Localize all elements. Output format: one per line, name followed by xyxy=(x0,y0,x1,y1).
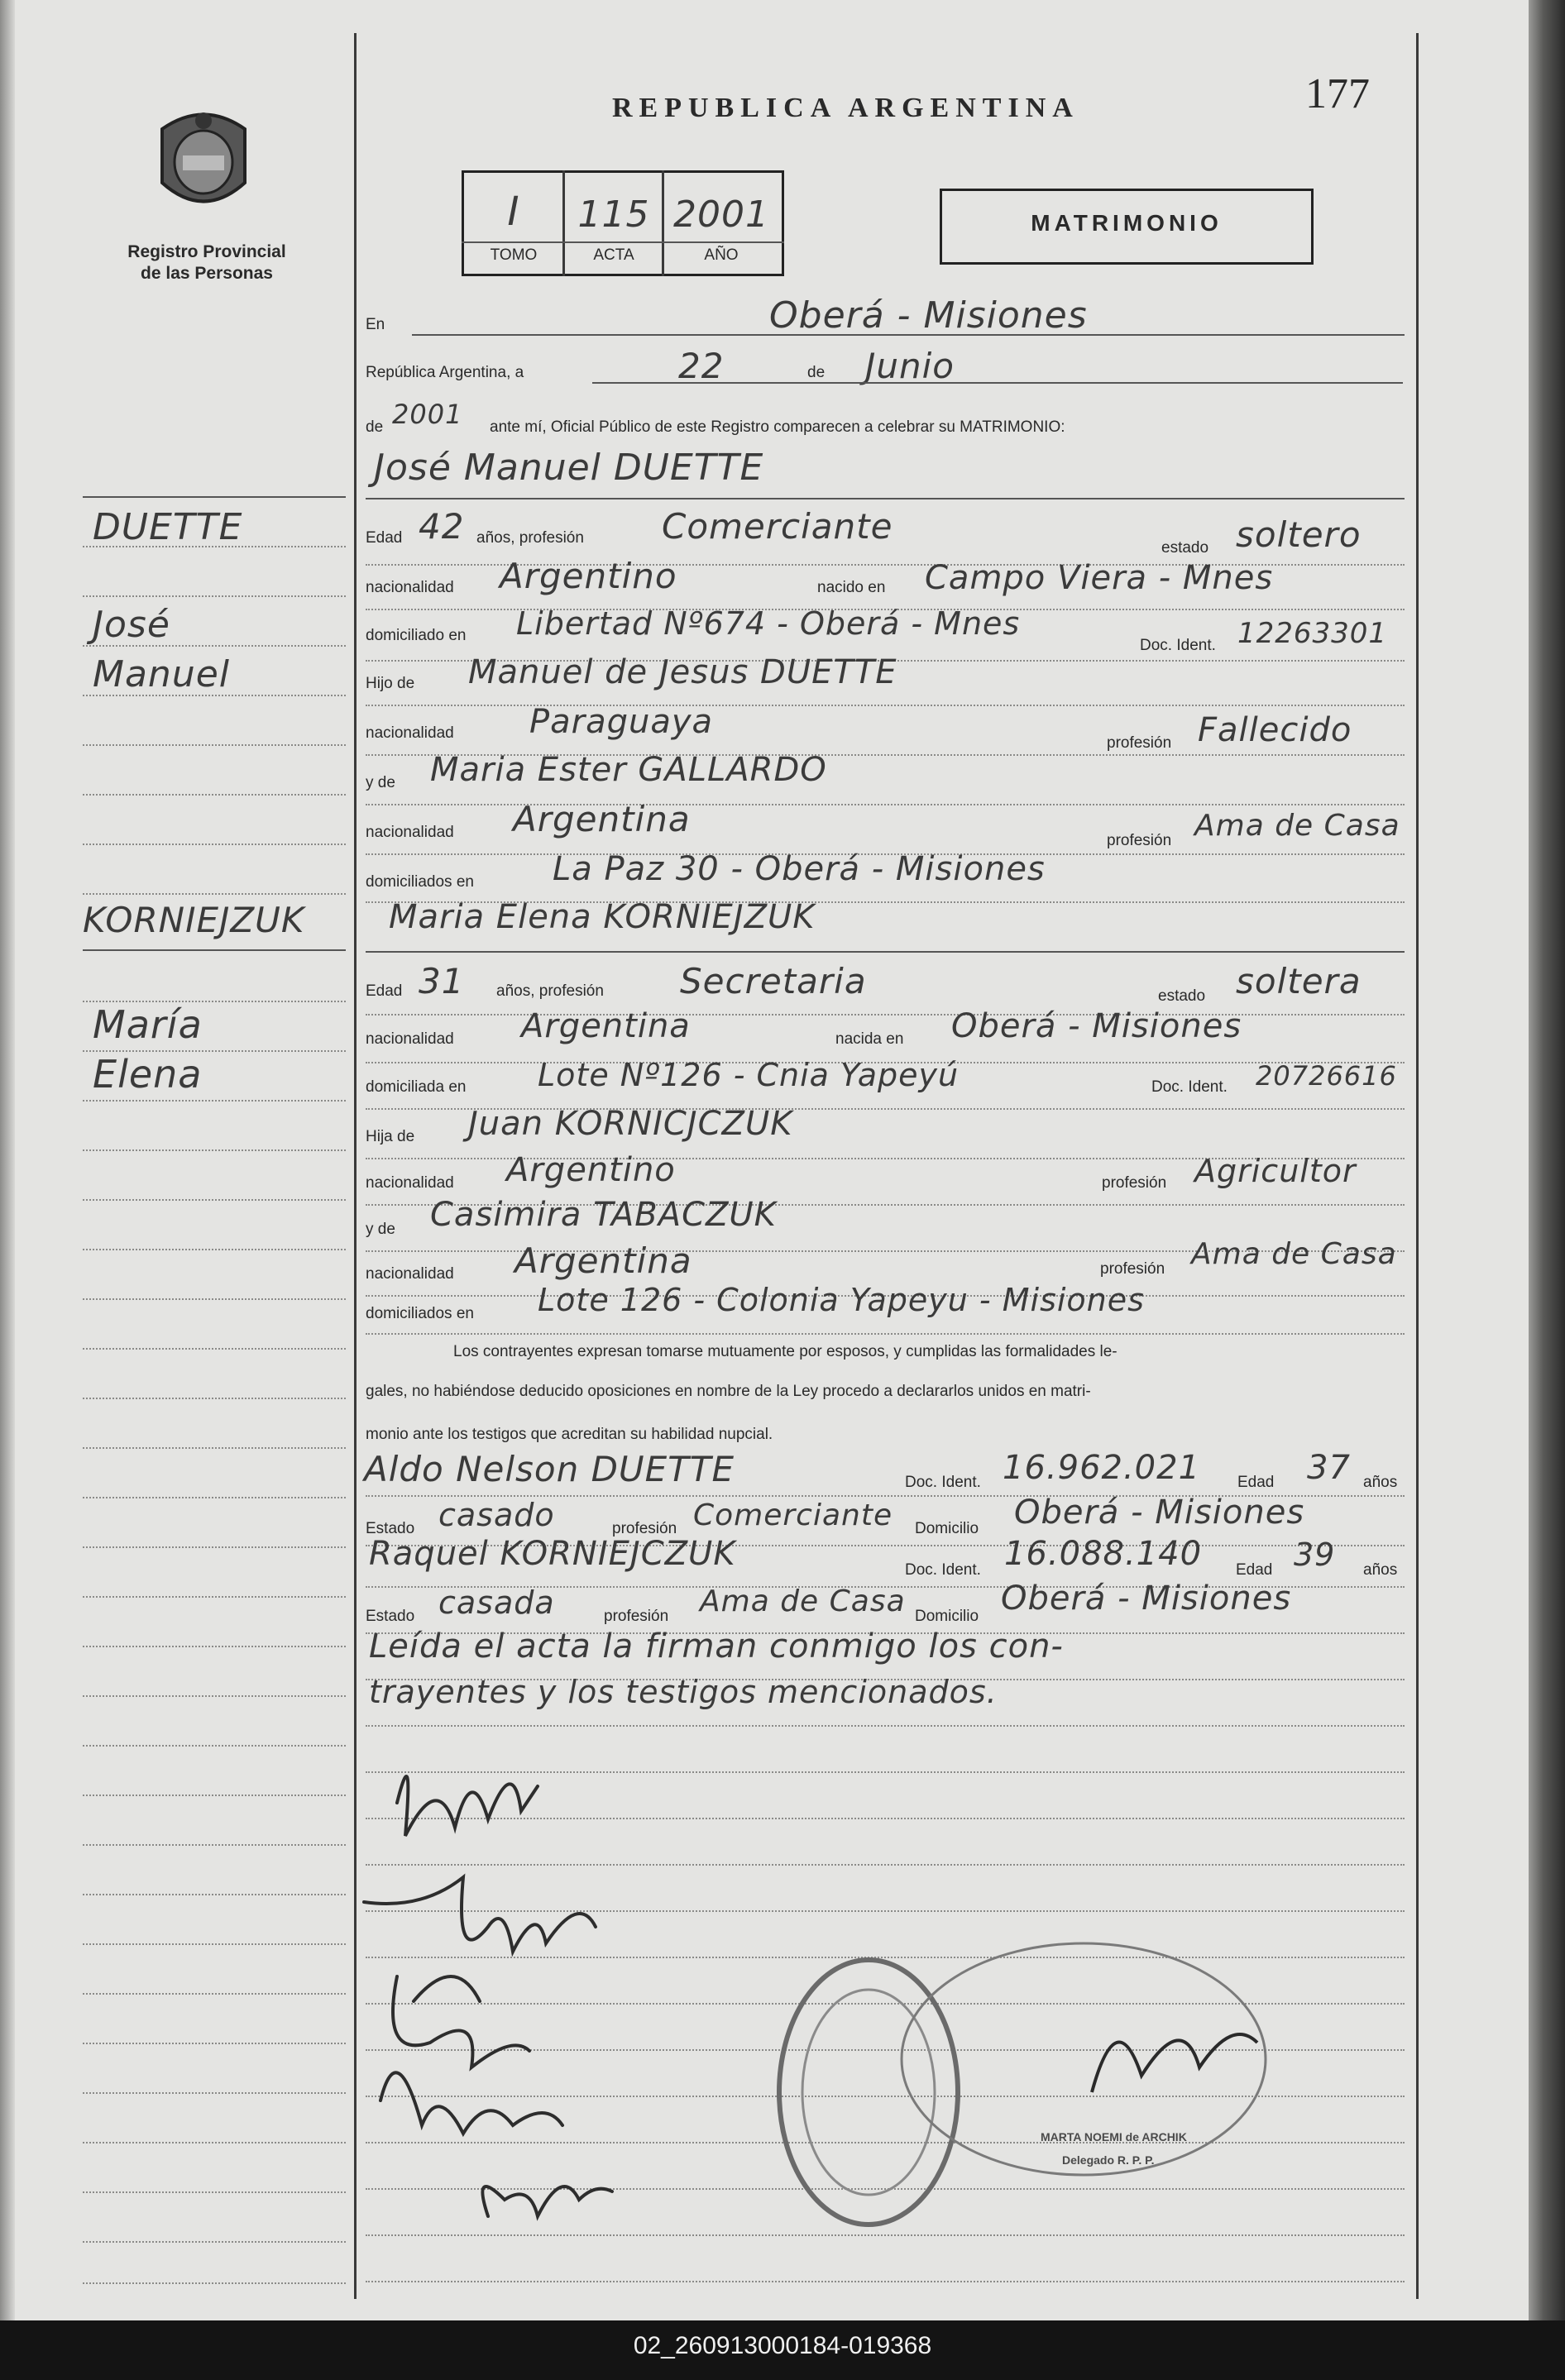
witness1-doc: 16.962.021 xyxy=(1003,1449,1201,1487)
en-label: En xyxy=(366,316,385,333)
bride-mother-nac-label: nacionalidad xyxy=(366,1265,454,1283)
groom-father-nationality: Paraguaya xyxy=(529,703,714,741)
bride-hija-label: Hija de xyxy=(366,1128,415,1145)
groom-nacionalidad-label: nacionalidad xyxy=(366,579,454,596)
groom-domiciliado-label: domiciliado en xyxy=(366,627,467,644)
bride-age: 31 xyxy=(419,961,465,1001)
day-value: 22 xyxy=(678,346,725,386)
intro-statement: ante mí, Oficial Público de este Registro comparecen a celebrar su MATRIMONIO: xyxy=(490,418,1065,436)
bride-father-profession: Agricultor xyxy=(1194,1153,1357,1189)
registry-line2: de las Personas xyxy=(141,264,273,283)
margin-husband-given1: José xyxy=(93,604,170,646)
groom-doc: 12263301 xyxy=(1237,617,1388,650)
bride-father-nationality: Argentino xyxy=(506,1151,676,1189)
witness1-address: Oberá - Misiones xyxy=(1014,1493,1305,1532)
groom-anos-profesion-label: años, profesión xyxy=(476,529,584,547)
groom-domiciliados-label: domiciliados en xyxy=(366,873,474,891)
bride-full-name: Maria Elena KORNIEJZUK xyxy=(389,898,816,936)
bride-estado-label: estado xyxy=(1158,987,1206,1005)
groom-mother-nationality: Argentina xyxy=(513,799,691,839)
bride-father-nac-label: nacionalidad xyxy=(366,1174,454,1192)
provincial-crest-icon xyxy=(154,104,253,220)
acta-value: 115 xyxy=(577,194,650,236)
witness2-doc: 16.088.140 xyxy=(1004,1535,1203,1573)
margin-rule-mid xyxy=(83,949,346,951)
margin-husband-given2: Manuel xyxy=(93,653,230,695)
witness1-estado-label: Estado xyxy=(366,1520,415,1537)
year-value: 2001 xyxy=(392,399,463,430)
bride-parents-address: Lote 126 - Colonia Yapeyu - Misiones xyxy=(538,1282,1145,1318)
groom-hijo-label: Hijo de xyxy=(366,675,415,692)
place-value: Oberá - Misiones xyxy=(769,294,1088,337)
document-type: MATRIMONIO xyxy=(1031,210,1223,236)
bride-doc: 20726616 xyxy=(1256,1060,1397,1092)
groom-address: Libertad Nº674 - Oberá - Mnes xyxy=(516,605,1021,642)
groom-profession: Comerciante xyxy=(662,506,893,547)
groom-mother: Maria Ester GALLARDO xyxy=(430,751,827,789)
bride-y-de-label: y de xyxy=(366,1221,395,1238)
registry-name xyxy=(108,241,306,284)
groom-age: 42 xyxy=(419,506,465,547)
witness1-domicilio-label: Domicilio xyxy=(915,1520,979,1537)
image-caption: 02_260913000184-019368 xyxy=(633,2332,932,2359)
groom-birthplace: Campo Viera - Mnes xyxy=(925,559,1274,597)
witness2-prof-label: profesión xyxy=(604,1608,669,1625)
witness2-domicilio-label: Domicilio xyxy=(915,1608,979,1625)
closing-line1: Leída el acta la firman conmigo los con- xyxy=(369,1627,1064,1666)
bride-mother-nationality: Argentina xyxy=(514,1240,692,1281)
bride-mother-prof-label: profesión xyxy=(1100,1260,1165,1278)
anio-value: 2001 xyxy=(673,194,769,236)
anio-label: AÑO xyxy=(704,246,739,264)
witness2-anos-label: años xyxy=(1363,1561,1398,1579)
bride-domiciliados-label: domiciliados en xyxy=(366,1305,474,1322)
groom-edad-label: Edad xyxy=(366,529,403,547)
margin-wife-given1: María xyxy=(93,1002,203,1047)
witness2-address: Oberá - Misiones xyxy=(1001,1579,1292,1618)
signature-4 xyxy=(380,2072,562,2134)
officer-signature xyxy=(1092,2034,1257,2092)
witness2-status: casada xyxy=(438,1584,555,1621)
bride-father: Juan KORNICJCZUK xyxy=(468,1105,793,1143)
formal-text-line1: Los contrayentes expresan tomarse mutuamente por esposos, y cumplidas las formalidades le- xyxy=(453,1343,1118,1360)
registry-line1: Registro Provincial xyxy=(127,242,286,261)
witness2-name: Raquel KORNIEJCZUK xyxy=(369,1535,736,1573)
bride-edad-label: Edad xyxy=(366,982,403,1000)
bride-mother: Casimira TABACZUK xyxy=(430,1196,777,1234)
country-title: REPUBLICA ARGENTINA xyxy=(612,93,1079,123)
witness1-age: 37 xyxy=(1307,1449,1351,1487)
groom-father-nac-label: nacionalidad xyxy=(366,724,454,742)
groom-father-prof-label: profesión xyxy=(1107,734,1172,752)
groom-father-profession: Fallecido xyxy=(1198,711,1352,749)
page-number: 177 xyxy=(1305,70,1370,117)
groom-full-name: José Manuel DUETTE xyxy=(374,447,764,489)
witness1-status: casado xyxy=(438,1497,555,1533)
bride-nationality: Argentina xyxy=(521,1007,691,1045)
tomo-label: TOMO xyxy=(490,246,538,264)
de-label: de xyxy=(807,364,826,381)
groom-doc-label: Doc. Ident. xyxy=(1140,637,1216,654)
row-line xyxy=(366,1333,1405,1335)
witness1-doc-label: Doc. Ident. xyxy=(905,1474,981,1491)
bride-nacionalidad-label: nacionalidad xyxy=(366,1030,454,1048)
groom-parents-address: La Paz 30 - Oberá - Misiones xyxy=(553,850,1046,888)
witness1-prof-label: profesión xyxy=(612,1520,677,1537)
margin-wife-surname: KORNIEJZUK xyxy=(83,900,305,940)
witness1-profession: Comerciante xyxy=(693,1498,893,1532)
page-edge xyxy=(1529,0,1565,2320)
signatures xyxy=(347,1737,678,2249)
de-year-label: de xyxy=(366,418,384,436)
margin-rule-top xyxy=(83,496,346,498)
bride-birthplace: Oberá - Misiones xyxy=(951,1007,1242,1045)
book-spine xyxy=(0,0,15,2320)
groom-mother-nac-label: nacionalidad xyxy=(366,824,454,841)
month-value: Junio xyxy=(865,346,955,386)
stamp-title: Delegado R. P. P. xyxy=(1062,2153,1155,2167)
witness2-age: 39 xyxy=(1294,1536,1336,1573)
stamp-name: MARTA NOEMI de ARCHIK xyxy=(1041,2130,1187,2143)
witness2-profession: Ama de Casa xyxy=(700,1584,906,1618)
groom-father: Manuel de Jesus DUETTE xyxy=(468,653,897,691)
formal-text-line2: gales, no habiéndose deducido oposiciones en nombre de la Ley procedo a declararlos unidos en matri- xyxy=(366,1383,1091,1400)
bride-anos-profesion-label: años, profesión xyxy=(496,982,604,1000)
tomo-value: I xyxy=(507,189,520,235)
closing-line2: trayentes y los testigos mencionados. xyxy=(369,1674,998,1710)
formal-text-line3: monio ante los testigos que acreditan su habilidad nupcial. xyxy=(366,1426,773,1443)
official-stamp xyxy=(769,1935,1299,2249)
witness2-estado-label: Estado xyxy=(366,1608,415,1625)
signature-3 xyxy=(393,1976,529,2067)
bride-profession: Secretaria xyxy=(680,961,867,1001)
bride-mother-profession: Ama de Casa xyxy=(1191,1237,1397,1271)
row-line xyxy=(366,705,1405,706)
groom-nationality: Argentino xyxy=(500,556,677,596)
groom-status: soltero xyxy=(1236,514,1362,555)
bride-status: soltera xyxy=(1236,961,1362,1001)
groom-nacido-label: nacido en xyxy=(817,579,886,596)
acta-label: ACTA xyxy=(593,246,634,264)
bride-father-prof-label: profesión xyxy=(1102,1174,1167,1192)
witness1-name: Aldo Nelson DUETTE xyxy=(364,1449,735,1489)
groom-mother-prof-label: profesión xyxy=(1107,832,1172,849)
signature-1 xyxy=(397,1776,538,1836)
witness2-doc-label: Doc. Ident. xyxy=(905,1561,981,1579)
right-rule xyxy=(1416,33,1419,2299)
groom-estado-label: estado xyxy=(1161,539,1209,557)
groom-mother-profession: Ama de Casa xyxy=(1194,809,1400,843)
groom-y-de-label: y de xyxy=(366,774,395,791)
bride-domiciliada-label: domiciliada en xyxy=(366,1078,467,1096)
witness2-edad-label: Edad xyxy=(1236,1561,1273,1579)
signature-5 xyxy=(482,2186,612,2216)
republica-label: República Argentina, a xyxy=(366,364,524,381)
date-line xyxy=(592,382,1403,384)
witness1-anos-label: años xyxy=(1363,1474,1398,1491)
act-id-rule xyxy=(462,241,784,243)
groom-name-line xyxy=(366,498,1405,499)
bride-nacida-label: nacida en xyxy=(835,1030,904,1048)
bride-name-line xyxy=(366,951,1405,953)
signature-2 xyxy=(364,1877,596,1952)
margin-husband-surname: DUETTE xyxy=(93,506,243,548)
bride-address: Lote Nº126 - Cnia Yapeyú xyxy=(538,1057,960,1093)
margin-wife-given2: Elena xyxy=(93,1052,203,1097)
witness1-edad-label: Edad xyxy=(1237,1474,1275,1491)
bride-doc-label: Doc. Ident. xyxy=(1151,1078,1228,1096)
